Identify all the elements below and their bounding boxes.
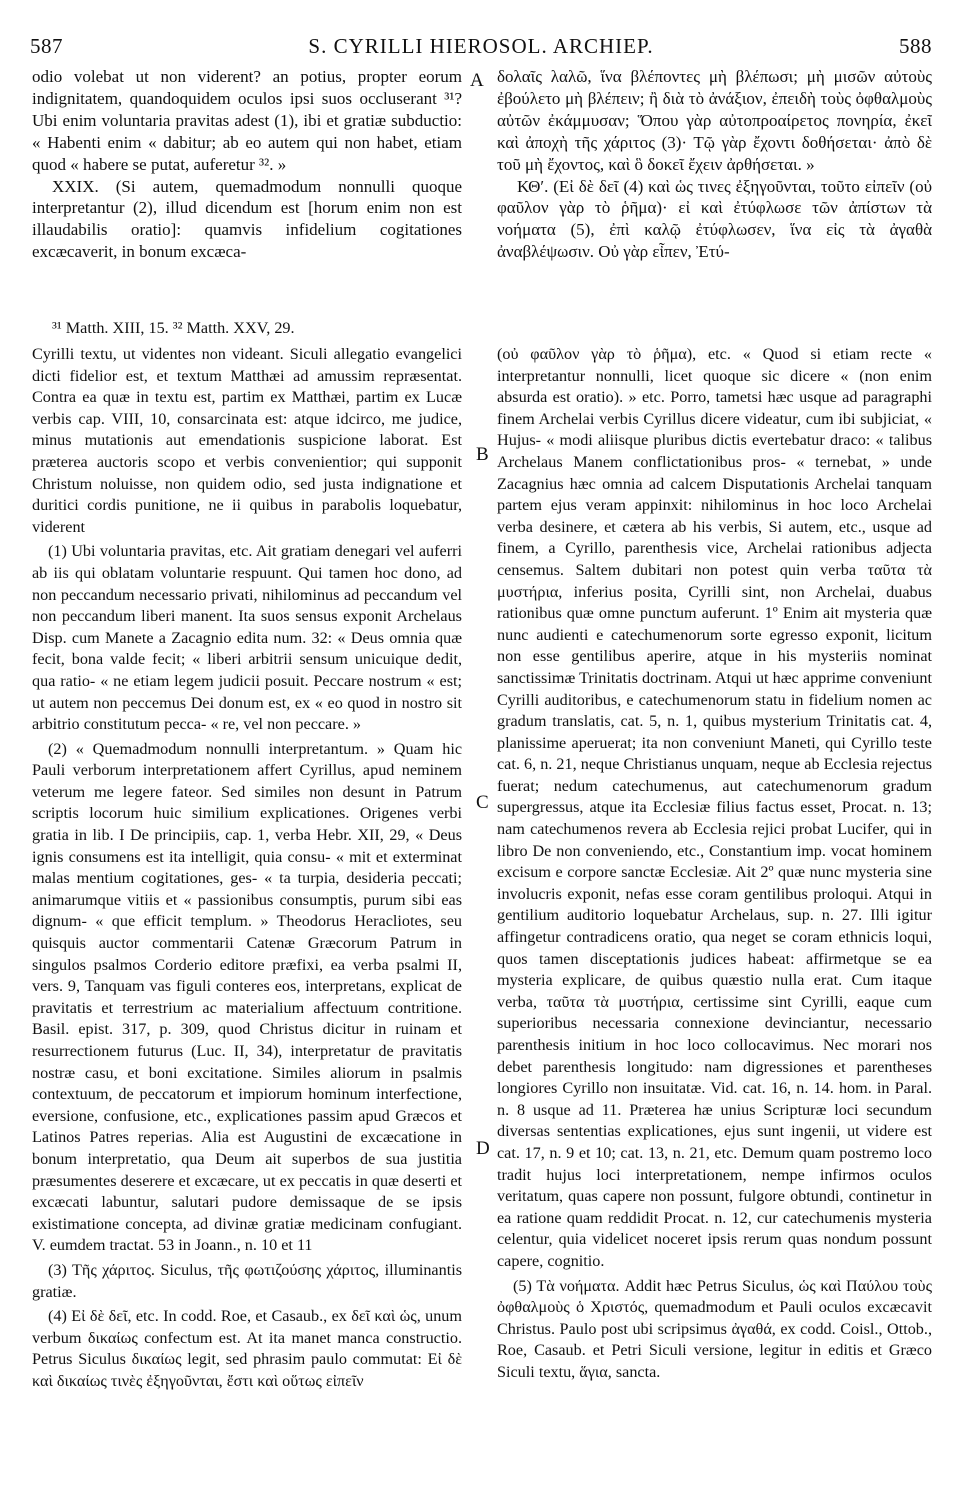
margin-letter-a: A [470, 70, 484, 91]
running-title: S. CYRILLI HIEROSOL. ARCHIEP. [308, 34, 654, 58]
note-paragraph: (5) Τὰ νοήματα. Addit hæc Petrus Siculus, ὡς καὶ Παύλου τοὺς ὀφθαλμοὺς ὁ Χριστός, quemadmodum et Pauli oculos excæcavit Christus. Paulo post ubi scripsimus ἀγαθά, ex codd. Coisl., Ottob., Roe, Casaub. et Petri Siculi versione, legitur in editis et Græco Siculi textu, ἅγια, sancta. [497, 1276, 932, 1381]
latin-main-text [32, 66, 462, 312]
notes-right-column [497, 344, 932, 1494]
note-paragraph: Cyrilli textu, ut videntes non videant. Siculi allegatio evangelici dicti fidelior est, et textum Matthæi ad amussim repræsentat. Contra ea quæ in textu est, partim ex Matthæi, partim ex Lucæ verbis cap. VIII, 10, consarcinata est: atque idcirco, me judice, minus mutationis aut emendationis suspicione laborat. Est præterea auctoris scopo et verbis convenientior; qui supponit Christum noluisse, non quidem odio, sed justa indignatione et duritici cordis punitione, ne ii quibus in parabolis loquebatur, viderent [32, 345, 462, 536]
note-paragraph: (4) Εἰ δὲ δεῖ, etc. In codd. Roe, et Casaub., ex δεῖ καὶ ὡς, unum verbum δικαίως confectum est. At ita manet manca constructio. Petrus Siculus δικαίως legit, sed phrasim paulo commutat: Εἰ δὲ καὶ δικαίως τινὲς ἐξηγοῦνται, ἔστι καὶ οὕτως εἰπεῖν [32, 1307, 462, 1390]
note-paragraph: (3) Τῆς χάριτος. Siculus, τῆς φωτιζούσης χάριτος, illuminantis gratiæ. [32, 1260, 462, 1301]
greek-paragraph: δολαῖς λαλῶ, ἵνα βλέποντες μὴ βλέπωσι; μὴ μισῶν αὐτοὺς ἐβούλετο μὴ βλέπειν; ἢ διὰ τὸ ἀνάξιον, ἐπειδὴ τοὺς ὀφθαλμοὺς αὐτῶν ἐκάμμυσαν; Ὅπου γὰρ αὐτοπροαίρετος πονηρία, ἐκεῖ καὶ ἀποχὴ τῆς χάριτος (3)· Τῷ γὰρ ἔχοντι δοθήσεται· ἀπὸ δὲ τοῦ μὴ ἔχοντος, καὶ ὃ δοκεῖ ἔχειν ἀρθήσεται. » [497, 67, 932, 174]
greek-main-text [497, 66, 932, 312]
margin-letter-b: B [476, 444, 489, 465]
notes-left-column [32, 344, 462, 1494]
latin-paragraph: odio volebat ut non viderent? an potius, propter eorum indignitatem, quandoquidem oculos ipsi suos occluserant ³¹? Ubi enim voluntaria pravitas adest (1), ibi et gratiæ subductio: « Habenti enim « dabitur; ab eo autem qui non habet, etiam quod « habere se putat, auferetur ³². » [32, 67, 462, 174]
note-paragraph: (οὐ φαῦλον γὰρ τὸ ῥῆμα), etc. « Quod si etiam recte « interpretantur nonnulli, licet quoque sic dicere « (non enim absurda est oratio). » etc. Porro, tametsi hæc usque ad paragraphi finem Archelai verbis Cyrillus dicere videatur, cum ibi subjiciat, « Hujus- « modi aliisque pluribus dictis evertebatur draco: « talibus Archelaus Manem conflictationibus pros- « ternebat, » unde Zacagnius hæc omnia ad calcem Disputationis Archelai tanquam partem ejus veram appinxit: nihilominus in hoc loco Archelai verba desinere, et cætera ab his verbis, Si autem, etc., usque ad finem, a Cyrillo, parenthesis vice, Archelai rationibus adjecta censemus. Saltem dubitari non potest quin verba ταῦτα τὰ μυστήρια, inferius posita, Cyrilli sint, non Archelai, duabus rationibus quæ omne punctum auferunt. 1º Enim ait mysteria quæ nunc audienti e catechumenorum sorte egresso exponit, licitum non esse gentilibus aperire, atque in his mysteriis nominat sanctissimæ Trinitatis doctrinam. Atqui ut hæc apprime conveniunt Cyrilli auditoribus, e catechumenorum statu in fidelium nomen ac gradum translatis, cat. 5, n. 1, quibus mysterium Trinitatis cat. 4, planissime aperuerat; ita non conveniunt Maneti, qui Cyrillo teste cat. 6, n. 21, neque Christianus unquam, neque ab Ecclesia rejectus fuerat; nedum catechumenus, aut catechumenorum gradum supergressus, atque ita Ecclesiæ filius factus esset, Procat. n. 13; nam catechumenos revera ab Ecclesia rejici probat Lucifer, qui in libro De non conveniendo, etc., Constantium imp. vocat hominem excisum e corpore sanctæ Ecclesiæ. Ait 2º quæ nunc mysteria sine involucris exponit, nefas esse coram gentilibus proloqui. Atqui in gentilium auditorio loquebatur Archelaus, sup. n. 27. Illi igitur affingetur contradicens oratio, qua neget se coram ethnicis loqui, quos tamen disceptationis judices habeat: affirmetque se ea mysteria explicare, de quibus quæstio nulla erat. Cum itaque verba, ταῦτα τὰ μυστήρια, certissime sint Cyrilli, eaque cum superioribus necessaria connexione devinciantur, necessario parenthesis initium in hoc loco collocavimus. Nec morari nos debet parenthesis longitudo: nam digressiones et parentheses longiores Cyrillo non insuitatæ. Vid. cat. 16, n. 14. hom. in Paral. n. 8 usque ad 11. Præterea hæ unius Scripturæ loci secundum diversas sententias explicationes, ejus sunt ingenii, ut videre est cat. 17, n. 9 et 10; cat. 13, n. 21, etc. Demum quam postremo loco tradit hujus loci interpretationem, nempe infirmos oculos veritatum, quas capere non possunt, fulgore obtundi, continetur in ea ratione quam reddidit Procat. n. 12, cur catechumenis mysteria celentur, quia videlicet noceret ipsis rerum quas nondum possunt capere, cognitio. [497, 345, 932, 1270]
page-number-right: 588 [899, 34, 932, 58]
note-paragraph: (2) « Quemadmodum nonnulli interpretantum. » Quam hic Pauli verborum interpretationem affert Cyrillus, apud neminem veterum me legere fateor. Sed similes non desunt in Patrum scriptis locorum huic similium explicationes. Origenes verbi gratia in lib. I De principiis, cap. 1, verba Hebr. XII, 29, « Deus ignis consumens est ita intelligit, quia consu- « mit et exterminat malas mentium cogitationes, ges- « ta turpia, desideria peccati; animarumque vitiis et « passionibus consumptis, purum sibi eas dignum- « que efficit templum. » Theodorus Heracliotes, seu quisquis auctor commentarii Catenæ Græcorum Patrum in singulos psalmos Corderio editore præfixi, ea verba psalmi II, vers. 9, Tanquam vas figuli conteres eos, interpretans, explicat de pravitatis et terrestrium ac materialium affectuum contritione. Basil. epist. 317, p. 309, quod Christus dicitur in ruinam et resurrectionem futurus (Luc. II, 34), interpretatur de pravitatis nostræ casu, et boni excitatione. Similes aliorum in psalmis contextuum, de peccatorum et impiorum hominum interfectione, eversione, confusione, etc., explicationes passim apud Græcos et Latinos Patres reperias. Alia est Augustini de excæcatione in bonum interpretatio, qua Deum ait superbos de sua justitia præsumentes deserere et excæcare, ut ex peccatis in quæ deserti et excæcati labuntur, salutari pudore demissaque de se ipsis existimatione concepta, ad divinæ gratiæ medicinam confugiant. V. eumdem tractat. 53 in Joann., n. 10 et 11 [32, 739, 462, 1255]
page-header [30, 34, 932, 58]
latin-paragraph: XXIX. (Si autem, quemadmodum nonnulli quoque interpretantur (2), illud dicendum est [horum enim non est illaudabilis oratio]: quamvis infidelium cogitationes excæcaverit, in bonum excæca- [32, 176, 462, 262]
note-paragraph: (1) Ubi voluntaria pravitas, etc. Ait gratiam denegari vel auferri ab iis qui oblatam voluntarie respuunt. Qui tamen hoc dono, ad non peccandum necessario privati, nihilominus ad peccandum vel non peccandum liberi manent. Ita suos sensus exponit Archelaus Disp. cum Manete a Zacagnio edita num. 32: « Deus omnia quæ fecit, bona valde fecit; « liberi arbitrii sensum unicuique dedit, qua ratio- « ne etiam legem judicii posuit. Peccare nostrum « est; ut autem non peccemus Dei donum est, ex « eo quod in nostro sit arbitrio constitutum pecca- « re, vel non peccare. » [32, 542, 462, 734]
footnote-references: ³¹ Matth. XIII, 15. ³² Matth. XXV, 29. [52, 319, 295, 337]
margin-letter-d: D [476, 1138, 490, 1159]
margin-letter-c: C [476, 792, 489, 813]
greek-paragraph: ΚΘʹ. (Εἰ δὲ δεῖ (4) καὶ ὡς τινες ἐξηγοῦνται, τοῦτο εἰπεῖν (οὐ φαῦλον γὰρ τὸ ῥῆμα)· εἰ καὶ ἐτύφλωσε τῶν ἀπίστων τὰ νοήματα (5), ἐπὶ καλῷ ἐτύφλωσεν, ἵνα εἰς τὰ ἀγαθὰ ἀναβλέψωσιν. Οὐ γὰρ εἶπεν, Ἐτύ- [497, 176, 932, 262]
page-number-left: 587 [30, 34, 63, 58]
